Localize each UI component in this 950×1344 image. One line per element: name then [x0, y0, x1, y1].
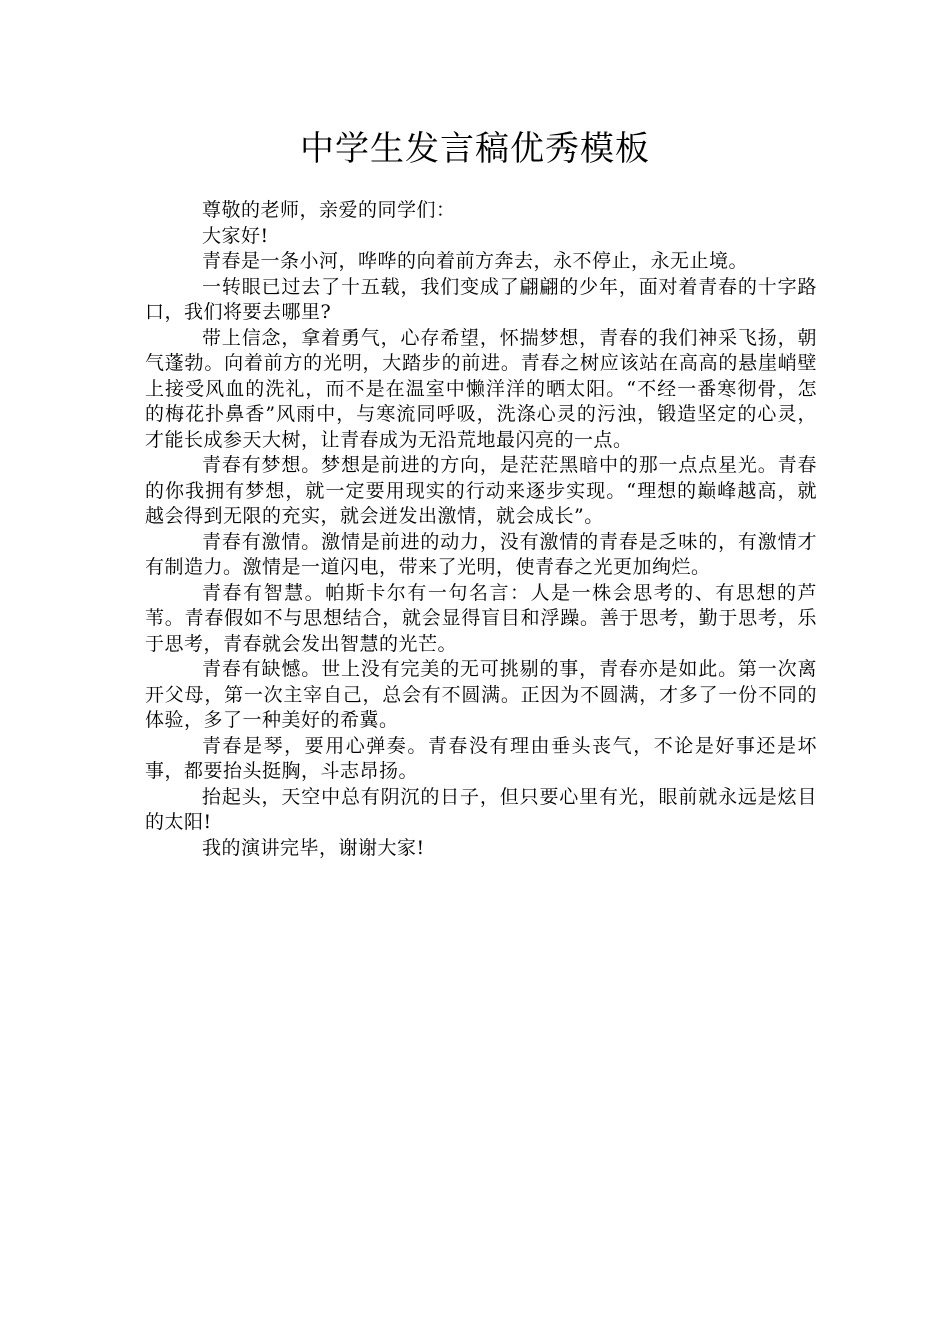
paragraph: 抬起头，天空中总有阴沉的日子，但只要心里有光，眼前就永远是炫目的太阳!	[145, 785, 817, 833]
paragraph-salutation: 尊敬的老师，亲爱的同学们：	[202, 199, 456, 221]
paragraph-greeting: 大家好!	[202, 224, 269, 247]
document-title: 中学生发言稿优秀模板	[300, 129, 650, 169]
paragraph: 青春是琴，要用心弹奏。青春没有理由垂头丧气，不论是好事还是坏事，都要抬头挺胸，斗志昂扬。	[145, 734, 817, 782]
paragraph: 青春有缺憾。世上没有完美的无可挑剔的事，青春亦是如此。第一次离开父母，第一次主宰自己，总会有不圆满。正因为不圆满，才多了一份不同的体验，多了一种美好的希冀。	[145, 658, 817, 731]
paragraph: 青春有梦想。梦想是前进的方向，是茫茫黑暗中的那一点点星光。青春的你我拥有梦想，就一定要用现实的行动来逐步实现。“理想的巅峰越高，就越会得到无限的充实，就会迸发出激情，就会成长”。	[145, 454, 817, 527]
paragraph: 青春是一条小河，哗哗的向着前方奔去，永不停止，永无止境。	[202, 250, 749, 272]
paragraph: 一转眼已过去了十五载，我们变成了翩翩的少年，面对着青春的十字路口，我们将要去哪里?	[145, 275, 817, 323]
paragraph: 青春有激情。激情是前进的动力，没有激情的青春是乏味的，有激情才有制造力。激情是一道闪电，带来了光明，使青春之光更加绚烂。	[145, 530, 817, 578]
paragraph-closing: 我的演讲完毕，谢谢大家!	[202, 836, 425, 859]
paragraph: 青春有智慧。帕斯卡尔有一句名言：人是一株会思考的、有思想的芦苇。青春假如不与思想结合，就会显得盲目和浮躁。善于思考，勤于思考，乐于思考，青春就会发出智慧的光芒。	[145, 581, 817, 655]
paragraph: 带上信念，拿着勇气，心存希望，怀揣梦想，青春的我们神采飞扬，朝气蓬勃。向着前方的光明，大踏步的前进。青春之树应该站在高高的悬崖峭壁上接受风血的洗礼，而不是在温室中懒洋洋的晒太阳。“不经一番寒彻骨，怎的梅花扑鼻香”风雨中，与寒流同呼吸，洗涤心灵的污浊，锻造坚定的心灵，才能长成参天大树，让青春成为无沿荒地最闪亮的一点。	[145, 326, 817, 451]
document-body	[145, 198, 817, 861]
